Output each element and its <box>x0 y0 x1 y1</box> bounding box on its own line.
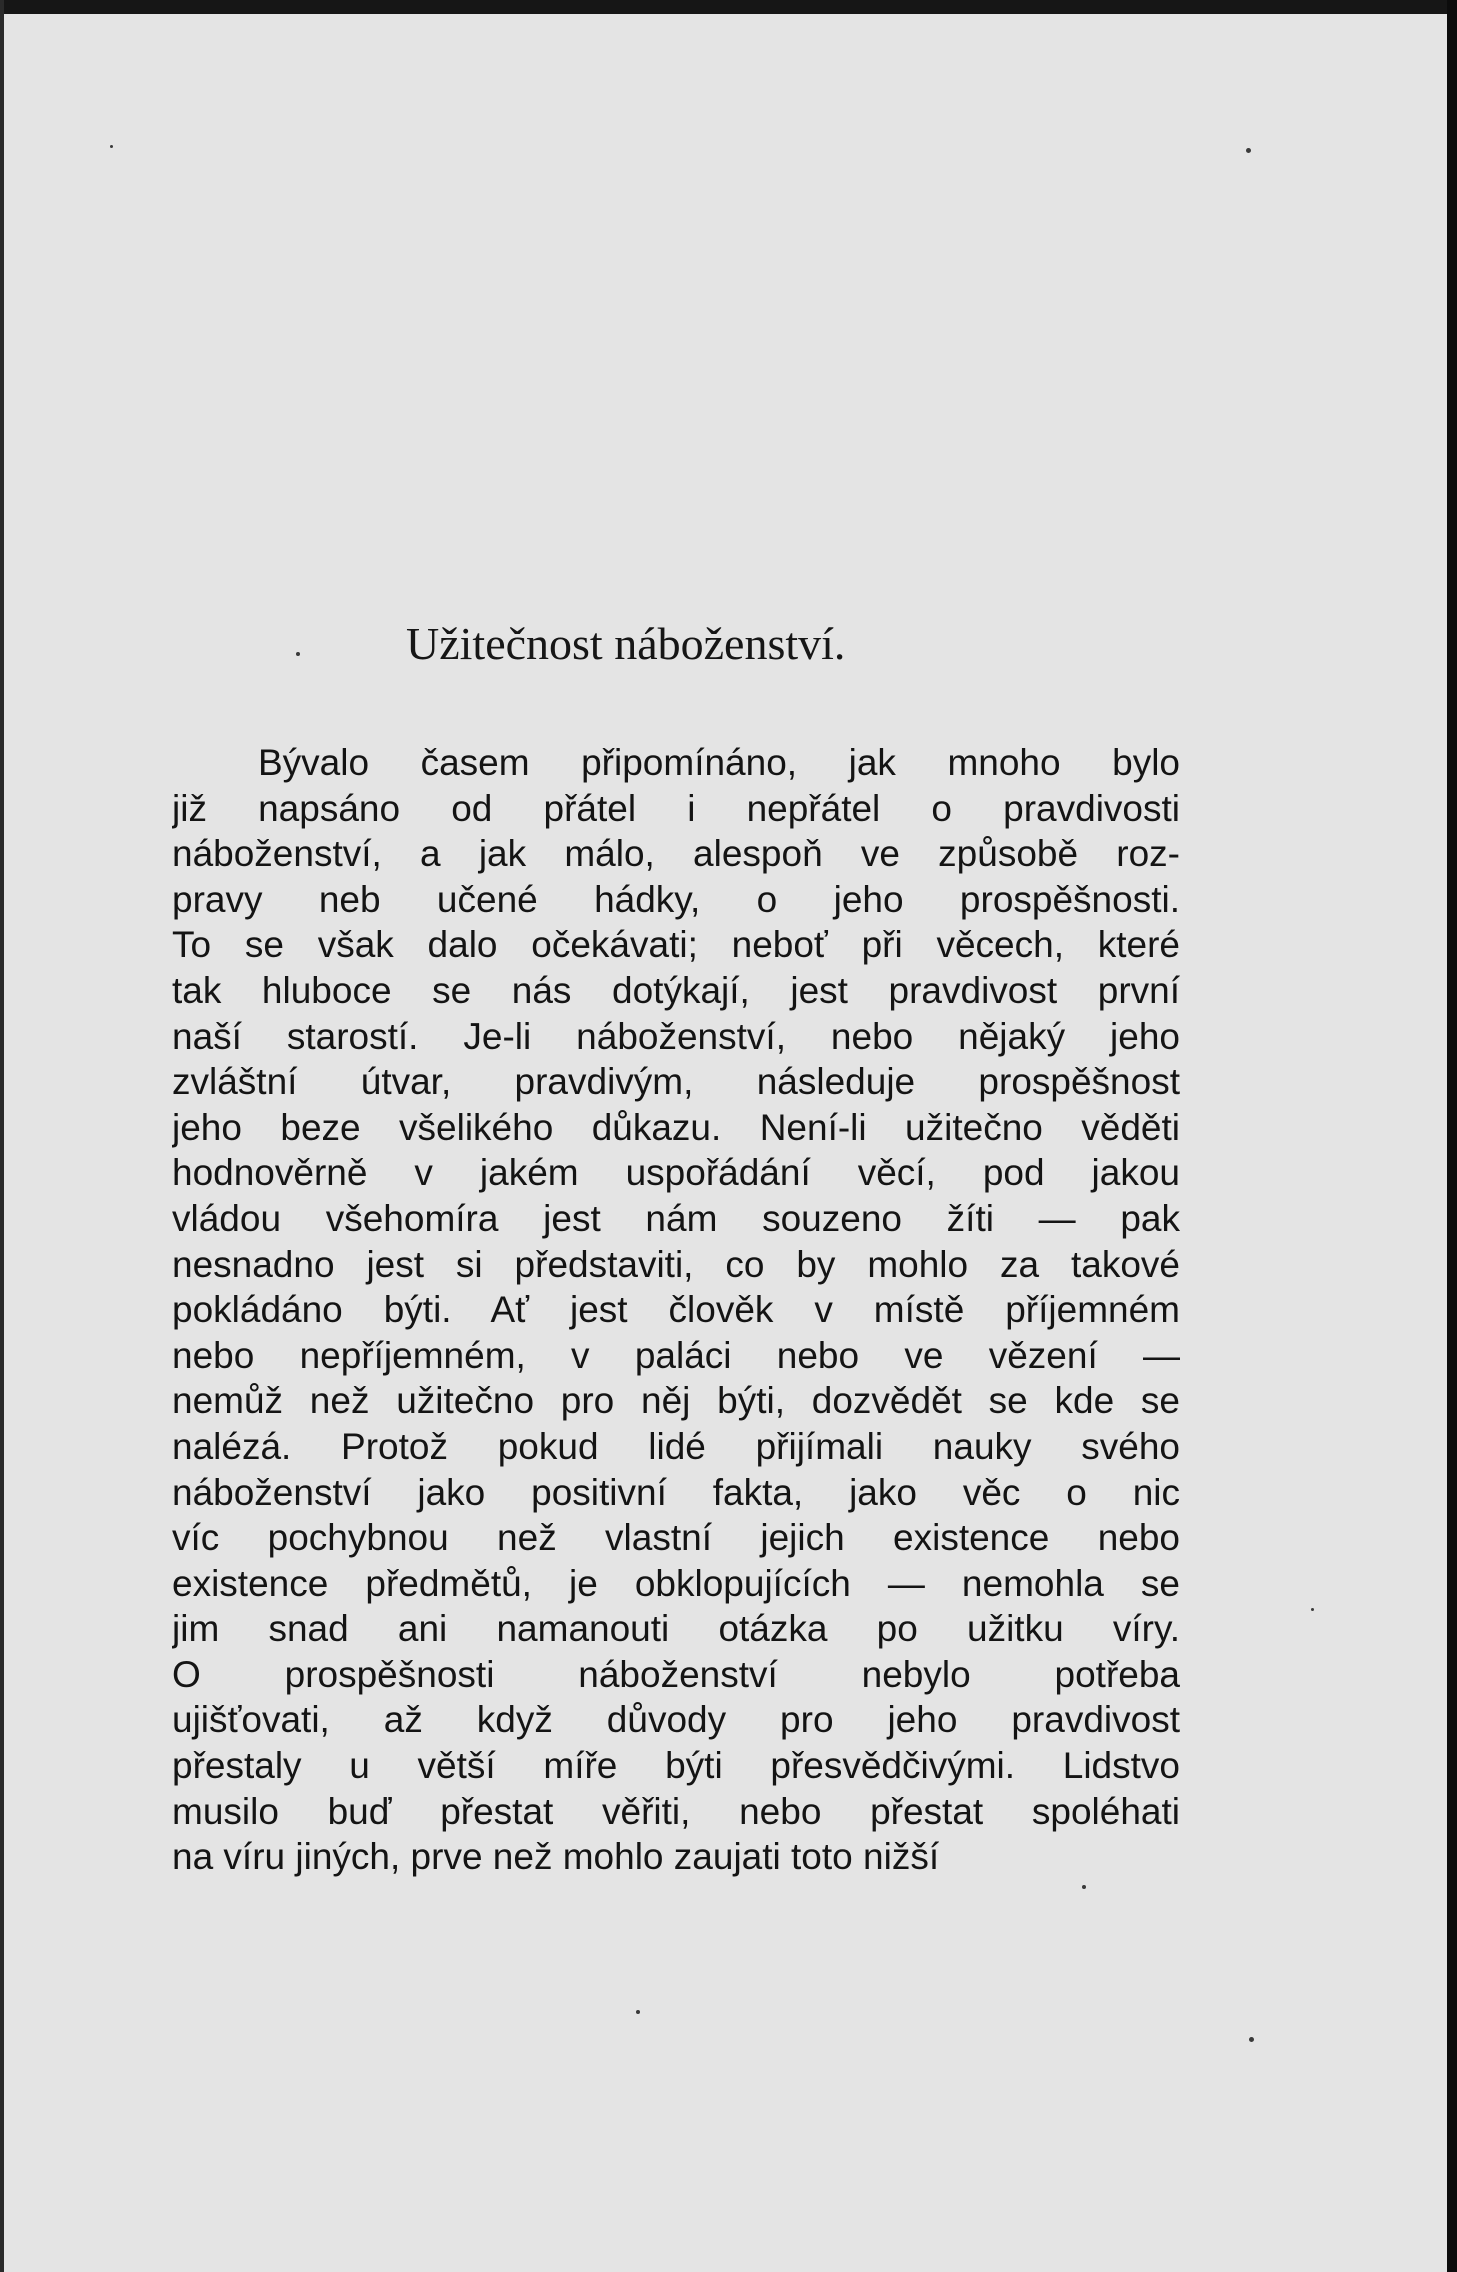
text-line: náboženství, a jak málo, alespoň ve způsobě roz- <box>172 833 1180 875</box>
scan-edge-right <box>1447 0 1457 2272</box>
paper-speck <box>110 145 113 148</box>
text-line: pokládáno býti. Ať jest člověk v místě příjemném <box>172 1289 1180 1331</box>
paper-speck <box>636 2010 640 2014</box>
body-text <box>172 740 1180 1880</box>
chapter-heading: Užitečnost náboženství. <box>406 618 846 669</box>
text-line: Bývalo časem připomínáno, jak mnoho bylo <box>258 742 1180 783</box>
text-line: nesnadno jest si představiti, co by mohlo za takové <box>172 1243 1180 1285</box>
text-line: vládou všehomíra jest nám souzeno žíti — pak <box>172 1197 1180 1239</box>
text-line: na víru jiných, prve než mohlo zaujati toto nižší <box>172 1836 940 1878</box>
text-line: náboženství jako positivní fakta, jako věc o nic <box>172 1471 1180 1513</box>
text-line: existence předmětů, je obklopujících — nemohla se <box>172 1562 1180 1604</box>
paper-speck <box>1246 148 1251 153</box>
paper-speck <box>296 652 300 656</box>
text-line: přestaly u větší míře býti přesvědčivými. Lidstvo <box>172 1745 1180 1787</box>
text-line: zvláštní útvar, pravdivým, následuje prospěšnost <box>172 1061 1180 1103</box>
text-line: již napsáno od přátel i nepřátel o pravdivosti <box>172 787 1180 829</box>
text-line: pravy neb učené hádky, o jeho prospěšnosti. <box>172 878 1180 920</box>
scan-edge-left <box>0 0 4 2272</box>
text-line: To se však dalo očekávati; neboť při věcech, které <box>172 924 1180 966</box>
text-line: tak hluboce se nás dotýkají, jest pravdivost první <box>172 969 1180 1011</box>
text-line: hodnověrně v jakém uspořádání věcí, pod jakou <box>172 1152 1180 1194</box>
paper-speck <box>1249 2037 1254 2042</box>
paper-speck <box>1311 1608 1314 1611</box>
text-line: naší starostí. Je-li náboženství, nebo nějaký jeho <box>172 1015 1180 1057</box>
scan-edge-top <box>0 0 1457 14</box>
paper-speck <box>1082 1885 1086 1889</box>
text-line: víc pochybnou než vlastní jejich existence nebo <box>172 1517 1180 1559</box>
text-line: jeho beze všelikého důkazu. Není-li užitečno věděti <box>172 1106 1180 1148</box>
text-line: jim snad ani namanouti otázka po užitku víry. <box>172 1608 1180 1650</box>
text-line: nebo nepříjemném, v paláci nebo ve vězení — <box>172 1334 1180 1376</box>
text-line: nalézá. Protož pokud lidé přijímali nauky svého <box>172 1425 1180 1467</box>
text-line: O prospěšnosti náboženství nebylo potřeba <box>172 1653 1180 1695</box>
text-line: nemůž než užitečno pro něj býti, dozvědět se kde se <box>172 1380 1180 1422</box>
text-line: ujišťovati, až když důvody pro jeho pravdivost <box>172 1699 1180 1741</box>
text-line: musilo buď přestat věřiti, nebo přestat spoléhati <box>172 1790 1180 1832</box>
